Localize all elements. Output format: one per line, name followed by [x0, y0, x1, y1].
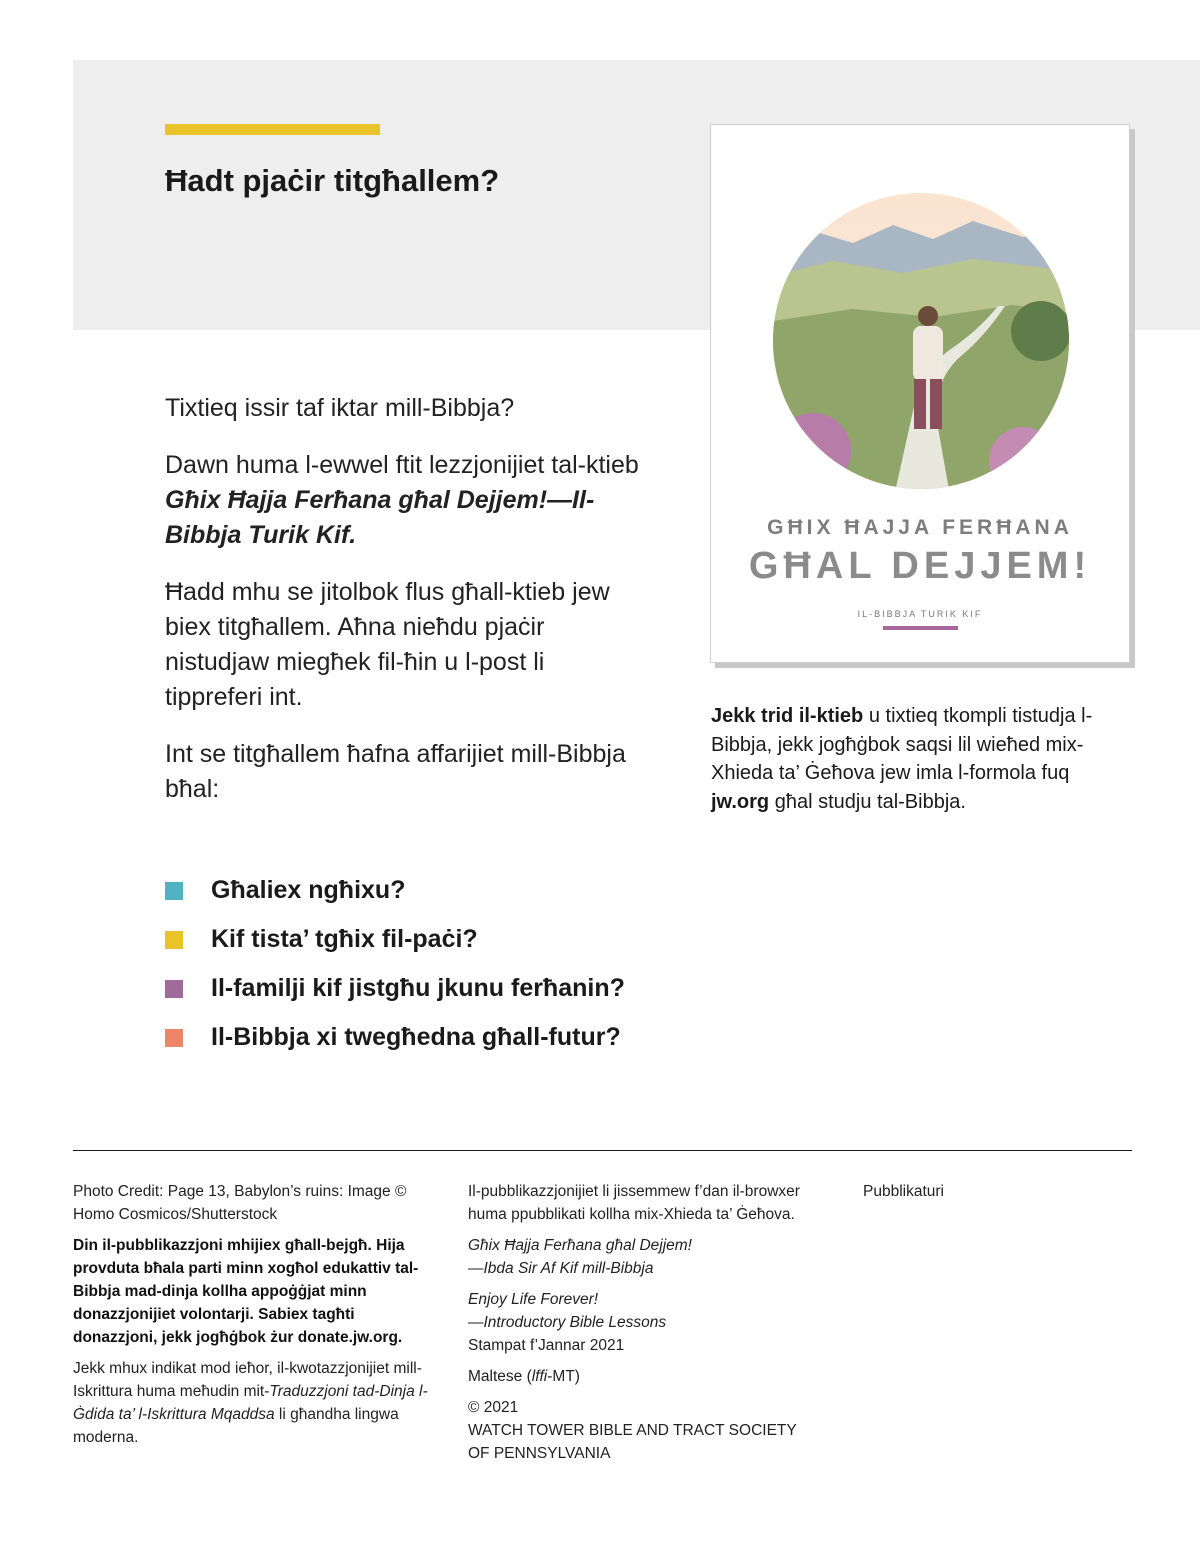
footer-column-1	[73, 1180, 443, 1457]
scripture-notice	[73, 1357, 443, 1449]
cover-title: GĦAL DEJJEM!	[748, 545, 1092, 587]
footer-divider	[73, 1150, 1132, 1151]
copyright	[468, 1396, 818, 1465]
cover-tagline: IL-BIBBJA TURIK KIF	[857, 609, 983, 619]
question-text: Il-familji kif jistgħu jkunu ferħanin?	[211, 974, 625, 1002]
question-list	[165, 866, 625, 1062]
list-item	[165, 964, 625, 1013]
cover-subtitle: GĦIX ĦAJJA FERĦANA	[767, 516, 1073, 539]
language-code: lffi	[531, 1368, 548, 1385]
society-state: OF PENNSYLVANIA	[468, 1445, 611, 1462]
english-title: Enjoy Life Forever!	[468, 1291, 599, 1308]
question-text: Il-Bibbja xi twegħedna għall-futur?	[211, 1023, 621, 1051]
scripture-notice-text: Jekk mhux indikat mod ieħor, il-kwotazzjonijiet mill-Iskrittura huma meħudin mit-	[73, 1360, 422, 1400]
footer-column-2	[468, 1180, 818, 1473]
side-note	[711, 702, 1111, 816]
bullet-square	[165, 931, 183, 949]
intro-paragraph-2-text: Dawn huma l-ewwel ftit lezzjonijiet tal-ktieb	[165, 451, 639, 479]
book-cover	[710, 124, 1130, 663]
intro-paragraph-1: Tixtieq issir taf iktar mill-Bibbja?	[165, 394, 515, 422]
bullet-square	[165, 882, 183, 900]
publishers-label: Pubblikaturi	[863, 1183, 944, 1200]
cover-accent-line	[883, 626, 958, 630]
bullet-square	[165, 980, 183, 998]
language-prefix: Maltese (	[468, 1368, 532, 1385]
cover-illustration	[773, 181, 1069, 493]
list-item	[165, 866, 625, 915]
language-line	[468, 1365, 818, 1388]
language-suffix: -MT)	[547, 1368, 580, 1385]
english-edition	[468, 1288, 818, 1357]
print-date: Stampat f’Jannar 2021	[468, 1337, 625, 1354]
publications-notice: Il-pubblikazzjonijiet li jissemmew f’dan il-browxer huma ppubblikati kollha mix-Xhieda ta’ Ġeħova.	[468, 1183, 800, 1223]
question-text: Kif tista’ tgħix fil-paċi?	[211, 925, 478, 953]
intro-paragraph-3: Ħadd mhu se jitolbok flus għall-ktieb jew biex titgħallem. Aħna nieħdu pjaċir nistudjaw miegħek fil-ħin u l-post li tippreferi int.	[165, 578, 610, 711]
photo-credit: Photo Credit: Page 13, Babylon’s ruins: Image © Homo Cosmicos/Shutterstock	[73, 1183, 407, 1223]
translation-title: Traduzzjoni tad-Dinja l-Ġdida ta’ l-Iskrittura Mqaddsa	[73, 1383, 428, 1423]
side-note-text-end: għal studju tal-Bibbja.	[769, 790, 966, 813]
society-name: WATCH TOWER BIBLE AND TRACT SOCIETY	[468, 1422, 797, 1439]
side-note-text: u tixtieq tkompli tistudja l-Bibbja, jekk jogħġbok saqsi lil wieħed mix-Xhieda ta’ Ġeħova jew imla l-formola fuq	[711, 705, 1093, 784]
donation-notice: Din il-pubblikazzjoni mhijiex għall-bejgħ. Hija provduta bħala parti minn xogħol edukattiv tal-Bibbja mad-dinja kollha appoġġjat minn donazzjonijiet volontarji. Sabiex tagħti donazzjoni, jekk jogħġbok żur donate.jw.org.	[73, 1237, 419, 1346]
scripture-notice-end: li għandha lingwa moderna.	[73, 1406, 399, 1446]
jw-org-link[interactable]: jw.org	[711, 790, 770, 813]
accent-bar	[165, 124, 380, 135]
copyright-year: © 2021	[468, 1399, 519, 1416]
maltese-subtitle: —Ibda Sir Af Kif mill-Bibbja	[468, 1260, 654, 1277]
intro-paragraph-2	[165, 448, 645, 553]
intro-paragraph-4: Int se titgħallem ħafna affarijiet mill-Bibbja bħal:	[165, 740, 626, 803]
question-text: Għaliex ngħixu?	[211, 876, 406, 904]
book-title-reference: Għix Ħajja Ferħana għal Dejjem!—Il-Bibbja Turik Kif.	[165, 486, 595, 549]
page-title: Ħadt pjaċir titgħallem?	[165, 163, 500, 198]
maltese-edition	[468, 1234, 818, 1280]
list-item	[165, 915, 625, 964]
side-note-lead: Jekk trid il-ktieb	[711, 705, 864, 727]
english-subtitle: —Introductory Bible Lessons	[468, 1314, 667, 1331]
bullet-square	[165, 1029, 183, 1047]
footer-column-3	[863, 1180, 1063, 1211]
list-item	[165, 1013, 625, 1062]
maltese-title: Għix Ħajja Ferħana għal Dejjem!	[468, 1237, 692, 1254]
intro-text	[165, 391, 645, 829]
